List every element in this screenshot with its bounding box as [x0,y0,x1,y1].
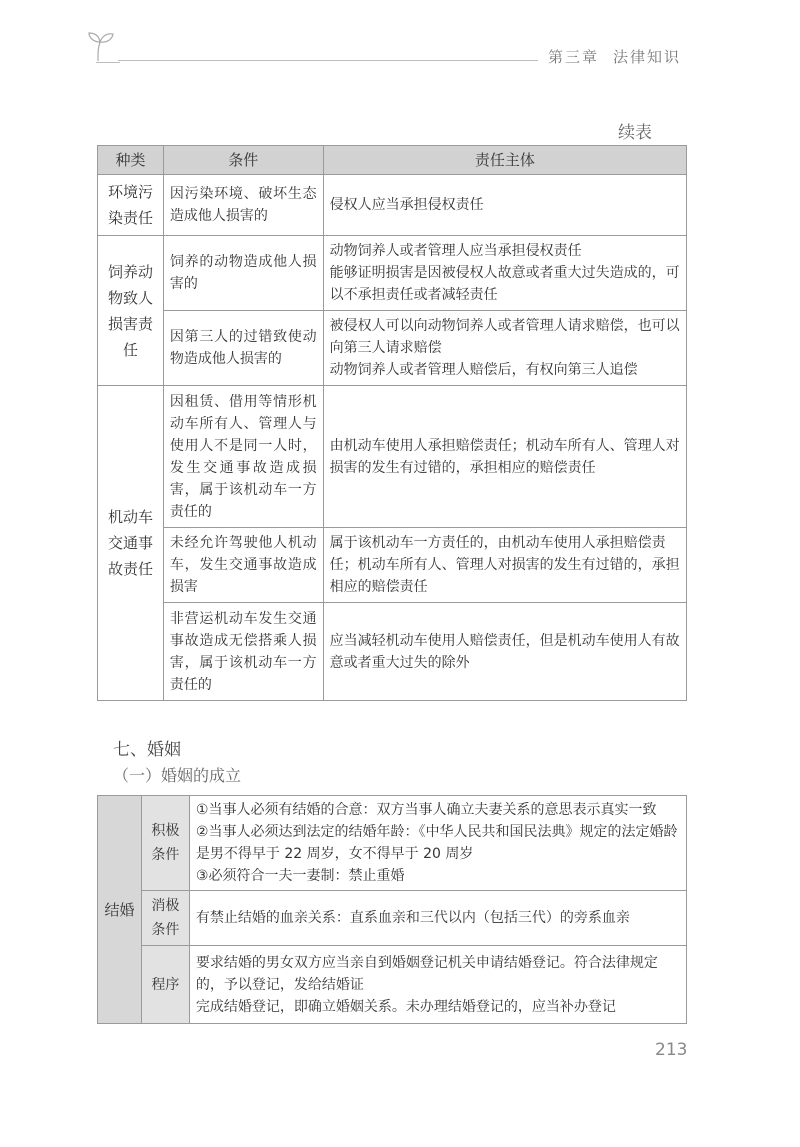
responsibility-cell: 属于该机动车一方责任的，由机动车使用人承担赔偿责任；机动车所有人、管理人对损害的发生有过错的，承担相应的赔偿责任 [323,528,686,603]
table-row [98,175,687,236]
page-header [0,0,800,90]
condition-cell: 非营运机动车发生交通事故造成无偿搭乘人损害，属于该机动车一方责任的 [163,603,323,701]
marriage-table [97,795,687,1024]
continued-label: 续表 [618,123,652,143]
page-number: 213 [655,1040,688,1060]
content-line: 完成结婚登记，即确立婚姻关系。未办理结婚登记的，应当补办登记 [195,998,616,1015]
table-header-row [98,146,687,175]
type-cell: 饲养动物致人损害责任 [98,236,164,386]
responsibility-line: 动物饲养人或者管理人应当承担侵权责任 [329,243,582,259]
chapter-heading [548,46,681,67]
sprout-icon [86,30,116,62]
table-row [98,796,687,891]
table-row [98,528,687,603]
content-cell [189,891,686,946]
content-cell [189,796,686,891]
responsibility-cell: 侵权人应当承担侵权责任 [323,175,686,236]
chapter-title: 法律知识 [613,48,682,66]
table-row [98,603,687,701]
sub-label-cell: 消极条件 [141,891,189,946]
responsibility-line: 动物饲养人或者管理人赔偿后，有权向第三人追偿 [329,362,638,378]
responsibility-line: 被侵权人可以向动物饲养人或者管理人请求赔偿，也可以向第三人请求赔偿 [329,318,680,356]
chapter-number: 第三章 [548,48,600,66]
condition-cell: 因租赁、借用等情形机动车所有人、管理人与使用人不是同一人时，发生交通事故造成损害，属于该机动车一方责任的 [163,386,323,528]
type-cell: 机动车交通事故责任 [98,386,164,701]
condition-cell: 饲养的动物造成他人损害的 [163,236,323,311]
sub-label-cell: 积极条件 [141,796,189,891]
table-row [98,311,687,386]
content-cell [189,946,686,1024]
main-label-cell: 结婚 [98,796,142,1024]
responsibility-cell [323,236,686,311]
content-line: ①当事人必须有结婚的合意：双方当事人确立夫妻关系的意思表示真实一致 [195,802,657,818]
table-row [98,236,687,311]
responsibility-cell: 应当减轻机动车使用人赔偿责任，但是机动车使用人有故意或者重大过失的除外 [323,603,686,701]
table-row [98,891,687,946]
section-heading: 七、婚姻 [113,740,181,760]
type-cell: 环境污染责任 [98,175,164,236]
content-line: 要求结婚的男女双方应当亲自到婚姻登记机关申请结婚登记。符合法律规定的，予以登记，发给结婚证 [195,954,658,993]
col-header-condition: 条件 [163,146,323,175]
condition-cell: 因污染环境、破坏生态造成他人损害的 [163,175,323,236]
sub-label-cell: 程序 [141,946,189,1024]
header-rule-left [96,62,120,63]
responsibility-cell [323,311,686,386]
responsibility-cell: 由机动车使用人承担赔偿责任；机动车所有人、管理人对损害的发生有过错的，承担相应的赔偿责任 [323,386,686,528]
content-line: 有禁止结婚的血亲关系：直系血亲和三代以内（包括三代）的旁系血亲 [195,910,630,926]
header-rule [118,60,538,61]
content-line: ③必须符合一夫一妻制：禁止重婚 [195,868,405,884]
responsibility-line: 能够证明损害是因被侵权人故意或者重大过失造成的，可以不承担责任或者减轻责任 [329,265,680,303]
col-header-type: 种类 [98,146,164,175]
liability-table [97,145,687,701]
content-line: ②当事人必须达到法定的结婚年龄：《中华人民共和国民法典》规定的法定婚龄是男不得早于 22 周岁，女不得早于 20 周岁 [195,824,678,862]
col-header-responsibility: 责任主体 [323,146,686,175]
table-row [98,386,687,528]
subsection-heading: （一）婚姻的成立 [113,766,242,785]
condition-cell: 未经允许驾驶他人机动车，发生交通事故造成损害 [163,528,323,603]
condition-cell: 因第三人的过错致使动物造成他人损害的 [163,311,323,386]
table-row [98,946,687,1024]
